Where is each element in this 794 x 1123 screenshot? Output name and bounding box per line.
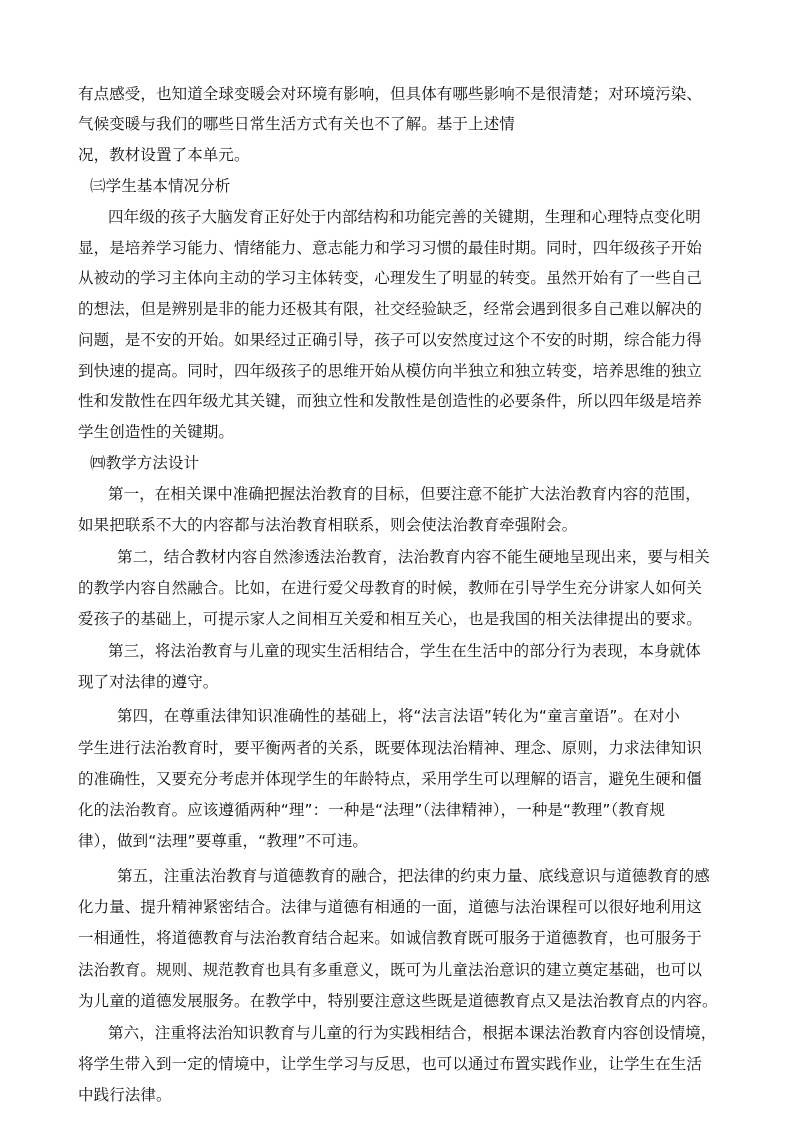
paragraph-first-line: 四年级的孩子大脑发育正好处于内部结构和功能完善的关键期，生理和心理特点变化明 <box>108 208 701 226</box>
text-line: 爱孩子的基础上，可提示家人之间相互关爱和相互关心，也是我国的相关法律提出的要求。 <box>78 610 703 628</box>
text-line: 现了对法律的遵守。 <box>78 673 219 691</box>
text-line: 化的法治教育。应该遵循两种“理”：一种是“法理”（法律精神），一种是“教理”（教育规 <box>78 801 666 819</box>
paragraph-first-line: 第五，注重法治教育与道德教育的融合，把法律的约束力量、底线意识与道德教育的感 <box>117 867 710 885</box>
paragraph-first-line: 第三，将法治教育与儿童的现实生活相结合，学生在生活中的部分行为表现，本身就体 <box>108 642 701 660</box>
text-line: 中践行法律。 <box>78 1086 172 1104</box>
text-line: 化力量、提升精神紧密结合。法律与道德有相通的一面，道德与法治课程可以很好地利用这 <box>78 898 703 916</box>
text-line: 性和发散性在四年级尤其关键，而独立性和发散性是创造性的必要条件，所以四年级是培养 <box>78 392 703 410</box>
text-line: 律），做到“法理”要尊重，“教理”不可违。 <box>78 832 368 850</box>
text-line: 从被动的学习主体向主动的学习主体转变，心理发生了明显的转变。虽然开始有了一些自己 <box>78 269 703 287</box>
text-line: 况，教材设置了本单元。 <box>78 146 250 164</box>
text-line: 法治教育。规则、规范教育也具有多重意义，既可为儿童法治意识的建立奠定基础，也可以 <box>78 961 703 979</box>
paragraph-first-line: 第四，在尊重法律知识准确性的基础上，将“法言法语”转化为“童言童语”。在对小 <box>117 707 680 725</box>
text-line: 的教学内容自然融合。比如，在进行爱父母教育的时候，教师在引导学生充分讲家人如何关 <box>78 579 703 597</box>
text-line: 学生创造性的关键期。 <box>78 423 235 441</box>
section-heading: ㈢学生基本情况分析 <box>90 177 231 195</box>
text-line: 的想法，但是辨别是非的能力还极其有限，社交经验缺乏，经常会遇到很多自己难以解决的 <box>78 300 703 318</box>
text-line: 为儿童的道德发展服务。在教学中，特别要注意这些既是道德教育点又是法治教育点的内容。 <box>78 992 718 1010</box>
text-line: 将学生带入到一定的情境中，让学生学习与反思，也可以通过布置实践作业，让学生在生活 <box>78 1055 703 1073</box>
text-line: 的准确性，又要充分考虑并体现学生的年龄特点，采用学生可以理解的语言，避免生硬和僵 <box>78 770 703 788</box>
text-line: 学生进行法治教育时，要平衡两者的关系，既要体现法治精神、理念、原则，力求法律知识 <box>78 739 703 757</box>
text-line: 一相通性，将道德教育与法治教育结合起来。如诚信教育既可服务于道德教育，也可服务于 <box>78 929 703 947</box>
text-line: 问题，是不安的开始。如果经过正确引导，孩子可以安然度过这个不安的时期，综合能力得 <box>78 331 703 349</box>
paragraph-first-line: 第一，在相关课中准确把握法治教育的目标，但要注意不能扩大法治教育内容的范围， <box>108 485 701 503</box>
text-line: 显，是培养学习能力、情绪能力、意志能力和学习习惯的最佳时期。同时，四年级孩子开始 <box>78 239 703 257</box>
paragraph-first-line: 第六，注重将法治知识教育与儿童的行为实践相结合，根据本课法治教育内容创设情境， <box>108 1024 717 1042</box>
text-line: 到快速的提高。同时，四年级孩子的思维开始从模仿向半独立和独立转变，培养思维的独立 <box>78 362 703 380</box>
section-heading: ㈣教学方法设计 <box>90 454 200 472</box>
paragraph-first-line: 第二，结合教材内容自然渗透法治教育，法治教育内容不能生硬地呈现出来，要与相关 <box>117 548 710 566</box>
text-line: 气候变暖与我们的哪些日常生活方式有关也不了解。基于上述情 <box>78 115 515 133</box>
text-line: 有点感受，也知道全球变暖会对环境有影响，但具体有哪些影响不是很清楚；对环境污染、 <box>78 85 703 103</box>
text-line: 如果把联系不大的内容都与法治教育相联系，则会使法治教育牵强附会。 <box>78 516 578 534</box>
